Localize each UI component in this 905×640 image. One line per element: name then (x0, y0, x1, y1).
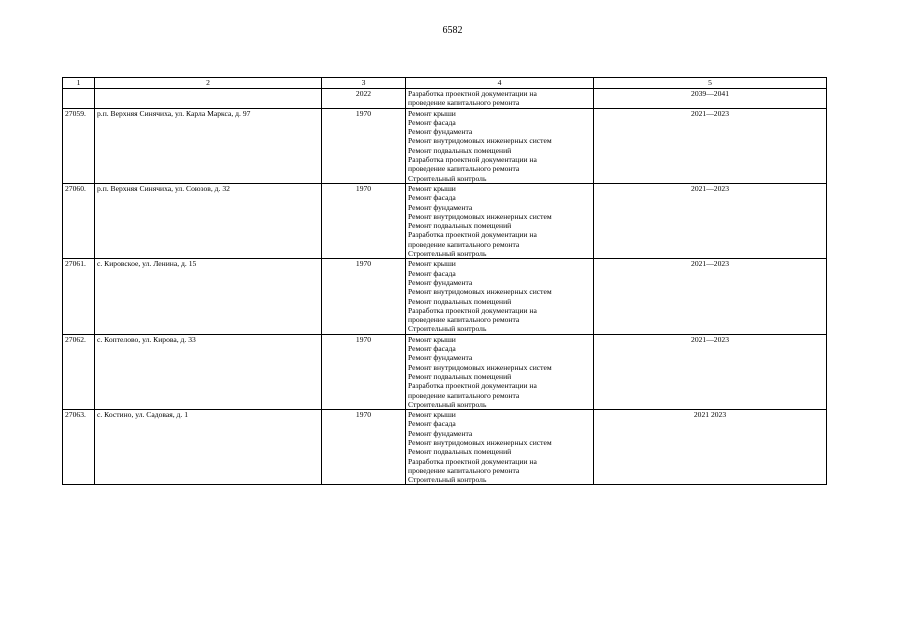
work-item: Строительный контроль (408, 173, 487, 183)
table-row (63, 183, 827, 258)
work-item: Ремонт фундамента (408, 277, 473, 287)
address-cell: р.п. Верхняя Синячиха, ул. Союзов, д. 32 (95, 183, 322, 258)
year-cell: 1970 (322, 410, 406, 485)
year-cell: 1970 (322, 259, 406, 334)
work-item: Ремонт подвальных помещений (408, 447, 512, 457)
work-item: Ремонт фасада (408, 268, 456, 278)
period-cell: 2021—2023 (594, 259, 827, 334)
table-body (63, 78, 827, 485)
work-item: Разработка проектной документации на (408, 230, 537, 240)
work-item: Ремонт подвальных помещений (408, 221, 512, 231)
address-cell (95, 89, 322, 109)
work-item: Ремонт подвальных помещений (408, 296, 512, 306)
address-cell: с. Коптелово, ул. Кирова, д. 33 (95, 334, 322, 409)
work-item: Строительный контроль (408, 399, 487, 409)
work-item: Ремонт внутридомовых инженерных систем (408, 136, 552, 146)
column-number-row (63, 78, 827, 89)
column-header: 2 (95, 78, 322, 89)
work-item: Ремонт внутридомовых инженерных систем (408, 287, 552, 297)
period-cell: 2021—2023 (594, 334, 827, 409)
works-cell (406, 89, 594, 109)
period-cell: 2021 2023 (594, 410, 827, 485)
work-item: проведение капитального ремонта (408, 465, 520, 475)
work-item: Строительный контроль (408, 324, 487, 334)
year-cell: 2022 (322, 89, 406, 109)
work-item: Разработка проектной документации на (408, 89, 537, 98)
table-row (63, 89, 827, 109)
address-cell: с. Костино, ул. Садовая, д. 1 (95, 410, 322, 485)
work-item: Ремонт крыши (408, 259, 456, 269)
work-item: Ремонт фасада (408, 419, 456, 429)
row-number-cell: 27060. (63, 183, 95, 258)
work-item: Ремонт фасада (408, 193, 456, 203)
work-item: Ремонт крыши (408, 334, 456, 344)
work-item: Ремонт фундамента (408, 202, 473, 212)
work-item: проведение капитального ремонта (408, 390, 520, 400)
work-item: Ремонт фасада (408, 117, 456, 127)
works-cell (406, 410, 594, 485)
table-row (63, 259, 827, 334)
table-row (63, 334, 827, 409)
repair-schedule-table (62, 77, 827, 485)
work-item: Ремонт крыши (408, 410, 456, 420)
address-cell: р.п. Верхняя Синячиха, ул. Карла Маркса, д. 97 (95, 108, 322, 183)
work-item: Ремонт фундамента (408, 353, 473, 363)
work-item: Ремонт крыши (408, 108, 456, 118)
work-item: Ремонт внутридомовых инженерных систем (408, 437, 552, 447)
work-item: Ремонт крыши (408, 183, 456, 193)
work-item: Ремонт внутридомовых инженерных систем (408, 211, 552, 221)
work-item: Разработка проектной документации на (408, 305, 537, 315)
work-item: Ремонт фундамента (408, 428, 473, 438)
work-item: Ремонт фундамента (408, 127, 473, 137)
work-item: Ремонт подвальных помещений (408, 371, 512, 381)
period-cell: 2021—2023 (594, 108, 827, 183)
year-cell: 1970 (322, 183, 406, 258)
period-cell: 2039—2041 (594, 89, 827, 109)
work-item: проведение капитального ремонта (408, 98, 520, 108)
work-item: Разработка проектной документации на (408, 456, 537, 466)
work-item: Разработка проектной документации на (408, 155, 537, 165)
row-number-cell (63, 89, 95, 109)
work-item: Ремонт подвальных помещений (408, 145, 512, 155)
work-item: Разработка проектной документации на (408, 381, 537, 391)
column-header: 1 (63, 78, 95, 89)
row-number-cell: 27059. (63, 108, 95, 183)
work-item: Строительный контроль (408, 475, 487, 485)
work-item: Строительный контроль (408, 249, 487, 259)
works-cell (406, 334, 594, 409)
column-header: 5 (594, 78, 827, 89)
row-number-cell: 27063. (63, 410, 95, 485)
period-cell: 2021—2023 (594, 183, 827, 258)
work-item: проведение капитального ремонта (408, 164, 520, 174)
column-header: 4 (406, 78, 594, 89)
row-number-cell: 27061. (63, 259, 95, 334)
works-cell (406, 183, 594, 258)
work-item: проведение капитального ремонта (408, 315, 520, 325)
work-item: Ремонт фасада (408, 344, 456, 354)
work-item: Ремонт внутридомовых инженерных систем (408, 362, 552, 372)
year-cell: 1970 (322, 108, 406, 183)
year-cell: 1970 (322, 334, 406, 409)
address-cell: с. Кировское, ул. Ленина, д. 15 (95, 259, 322, 334)
work-item: проведение капитального ремонта (408, 239, 520, 249)
works-cell (406, 108, 594, 183)
works-cell (406, 259, 594, 334)
page-number: 6582 (442, 25, 463, 36)
column-header: 3 (322, 78, 406, 89)
table-row (63, 108, 827, 183)
row-number-cell: 27062. (63, 334, 95, 409)
table-row (63, 410, 827, 485)
